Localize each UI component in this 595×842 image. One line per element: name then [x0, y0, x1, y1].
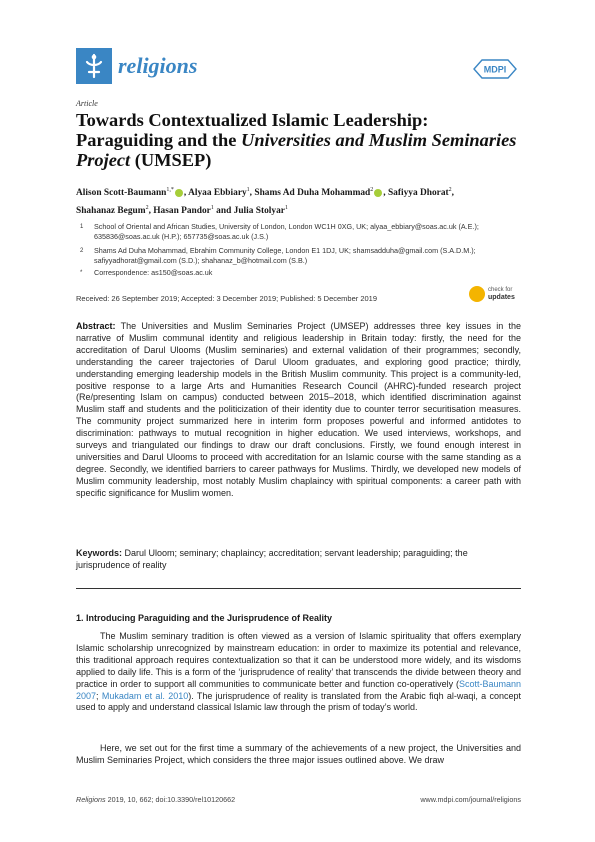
author-1[interactable]: Alison Scott-Baumann [76, 188, 167, 199]
author-2[interactable]: Alyaa Ebbiary [188, 188, 247, 199]
journal-logo [76, 48, 112, 84]
mdpi-logo-icon [472, 58, 518, 80]
publication-dates: Received: 26 September 2019; Accepted: 3 December 2019; Published: 5 December 2019 [76, 294, 378, 303]
author-6[interactable]: Hasan Pandor [153, 206, 211, 217]
section-heading: 1. Introducing Paraguiding and the Jurisprudence of Reality [76, 613, 333, 623]
abstract [76, 321, 521, 500]
author-7[interactable]: Julia Stolyar [233, 206, 285, 217]
citation-link[interactable]: Scott-Baumann 2007 [76, 678, 521, 701]
religions-logo-icon [76, 48, 112, 84]
mdpi-logo [472, 58, 518, 80]
title-part1: Towards Contextualized Islamic Leadership: Paraguiding and the [76, 110, 429, 150]
section-divider [76, 588, 521, 589]
affiliation-text: School of Oriental and African Studies, University of London, London WC1H 0XG, UK; alyaa_ebbiary@soas.ac.uk (A.E.); 635836@soas.ac.uk (H.P.); 657735@soas.ac.uk (J.S.) [94, 222, 479, 241]
title-italic: Universities and Muslim Seminaries Project [76, 130, 517, 170]
check-updates-line1: check for [488, 287, 513, 293]
keywords [76, 548, 521, 572]
mdpi-text: MDPI [483, 64, 507, 75]
author-2-sup: 1 [246, 187, 250, 193]
title-part2: (UMSEP) [130, 150, 212, 170]
footer-journal: Religions [76, 795, 106, 804]
author-5[interactable]: Shahanaz Begum [76, 206, 146, 217]
affiliation-text: Shams Ad Duha Mohammad, Ebrahim Community College, London E1 1DJ, UK; shamsadduha@gmail.com (S.A.D.M.); safiyyadhorat@gmail.com (S.D.); shahanaz_b@hotmail.com (S.B.) [94, 246, 476, 265]
article-title [76, 110, 521, 170]
body-paragraph-1 [76, 631, 521, 714]
body-paragraph-2: Here, we set out for the first time a summary of the achievements of a new project, the Universities and Muslim Seminaries Project, which considers the three major issues outlined above. We draw [76, 743, 521, 765]
affiliation-1 [76, 222, 521, 244]
p1-text-b: ). The jurisprudence of reality is translated from the Arabic fiqh al-waqi, a concept used to apply and understand classical Islamic law through the prism of today’s world. [76, 690, 521, 713]
citation-link[interactable]: Mukadam et al. 2010 [101, 690, 189, 701]
abstract-label: Abstract: [76, 321, 116, 331]
orcid-icon[interactable] [374, 189, 382, 197]
author-5-sup: 2 [145, 205, 149, 212]
keywords-text: Darul Uloom; seminary; chaplaincy; accreditation; servant leadership; paraguiding; the jurisprudence of reality [76, 548, 468, 570]
journal-name: religions [118, 53, 198, 78]
author-4[interactable]: Safiyya Dhorat [387, 188, 449, 199]
footer-doi: 2019, 10, 662; doi:10.3390/rel10120662 [105, 795, 236, 804]
correspondence-text: Correspondence: as150@soas.ac.uk [94, 268, 213, 277]
footer-citation [76, 795, 235, 804]
affiliation-num: 2 [80, 248, 84, 254]
p1-sep: ; [96, 690, 102, 701]
author-6-sup: 1 [210, 205, 214, 212]
author-4-sup: 2 [448, 187, 452, 193]
orcid-icon[interactable] [175, 189, 183, 197]
affiliation-num: 1 [80, 224, 84, 230]
check-for-updates-badge[interactable] [469, 286, 521, 306]
affiliation-2 [76, 246, 521, 268]
check-updates-line2: updates [488, 294, 515, 301]
author-7-sup: 1 [284, 205, 288, 212]
author-3[interactable]: Shams Ad Duha Mohammad [254, 188, 371, 199]
author-3-sup: 2 [370, 187, 374, 193]
author-1-sup: 1,* [166, 187, 174, 193]
author-list: Alison Scott-Baumann$^{1,*}$ , Alyaa Ebbiary$^1$, Shams Ad Duha Mohammad$^2$ , Safiyya Dhorat$^2$, Shahanaz Begum$^2$, Hasan Pandor$^1$ and Julia Stolyar$^1$ [76, 187, 454, 217]
article-type: Article [76, 99, 98, 108]
affiliation-num: * [80, 270, 83, 276]
keywords-label: Keywords: [76, 548, 123, 558]
footer-url[interactable]: www.mdpi.com/journal/religions [420, 795, 521, 804]
check-updates-icon [469, 286, 485, 302]
correspondence [76, 268, 521, 280]
abstract-text: The Universities and Muslim Seminaries Project (UMSEP) addresses three key issues in the narrative of Muslim communal identity and religious leadership in Britain today: firstly, the need for the accreditation of Darul Ulooms (Muslim seminaries) and external validation of their programmes; secondly, understanding the career trajectories of Darul Uloom graduates, and exploring good practice; thirdly, understanding emerging leadership models in the British Muslim community. This project is a community-led, positive response to a large Arts and Humanities Research Council (AHRC)-funded research project (Re/presenting Islam on campus) conducted between 2015–2018, which identified discrimination against Muslim staff and students and the politicization of their identity due to counter terror securitisation measures. The community project summarized here in interim form proposes powerful and informed antidotes to discrimination: pathways to mutual recognition in higher education. We used interviews, workshops, and surveys and triangulated our findings to draw our draft conclusions. Firstly, we found enough interest in universities and Darul Ulooms to proceed with accreditation for an Islamic course with the same standing as a degree. Secondly, we identified barriers to career pathways for Muslims. Thirdly, we developed new models of Muslim community leadership, most notably Muslim chaplaincy with spiritual components: a career path with specific significance for Muslim women. [76, 321, 521, 498]
p1-text-a: The Muslim seminary tradition is often viewed as a version of Islamic spirituality that offers exemplary Islamic scholarship unrecognized by mainstream education: in order to maximize its potential and relevance, this traditional approach requires contextualization so that it can be understood more widely, and its wisdoms applied to daily life. This is a form of the ‘jurisprudence of reality’ that transcends the divide between theory and practice in order to support all communities to communicate better and function co-operatively ( [76, 631, 521, 689]
